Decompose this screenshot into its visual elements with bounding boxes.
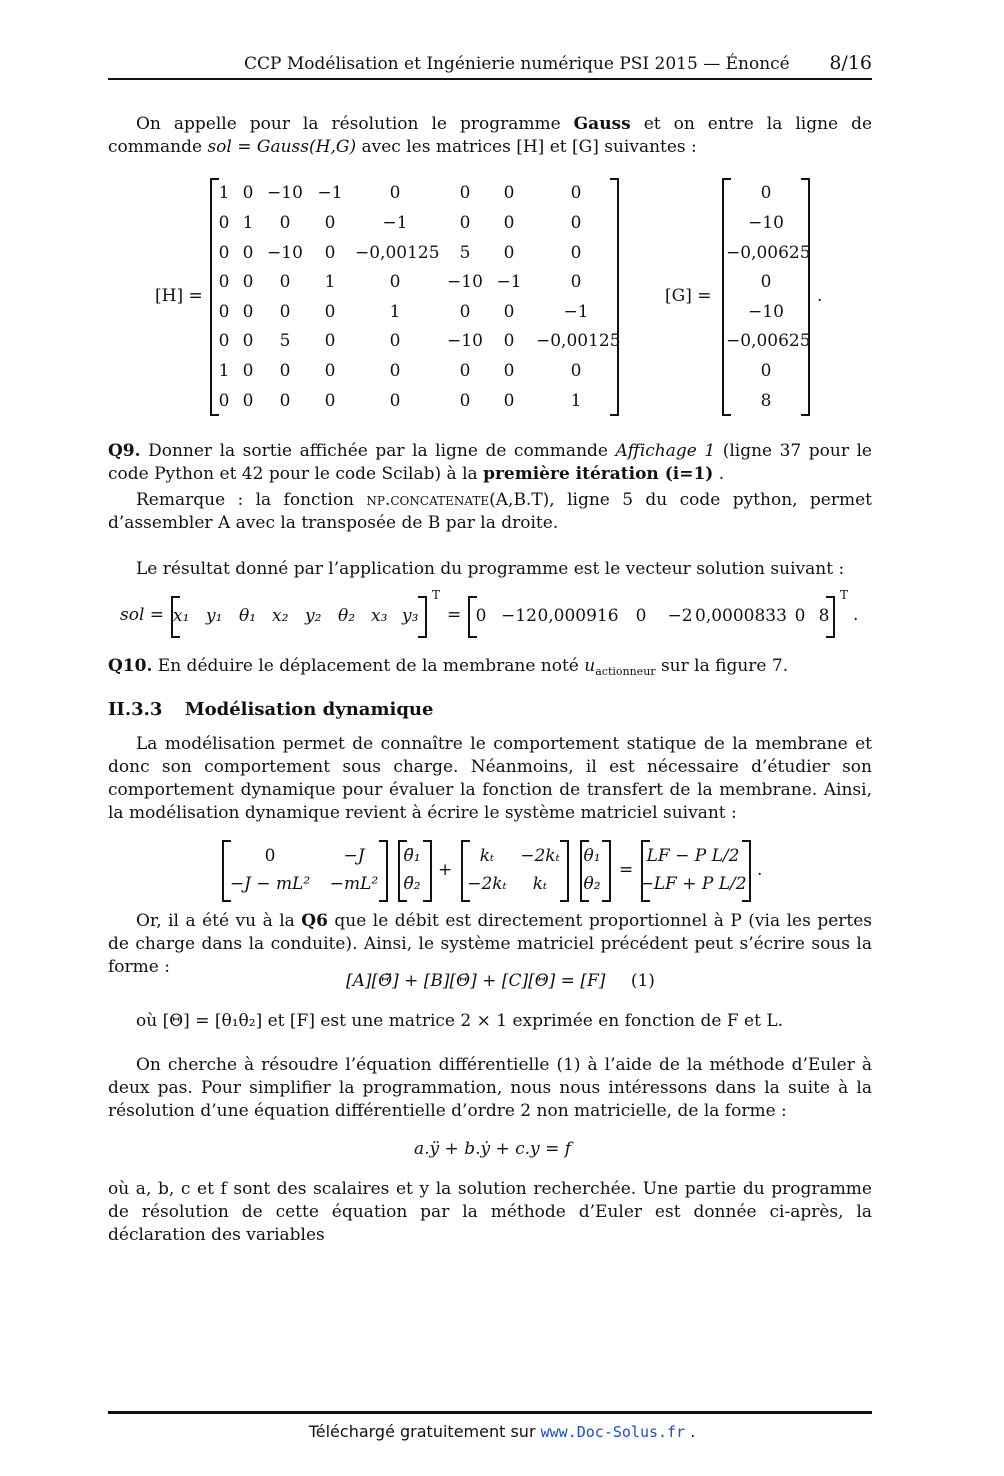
matrix-h-cell: 0 xyxy=(570,361,582,381)
matrix-h-cell: 0 xyxy=(389,183,401,203)
matrix-g-label: [G] = xyxy=(665,286,712,306)
m2-cell: −2kₜ xyxy=(520,846,560,866)
sol-value: 0 xyxy=(794,606,806,626)
matrix-h-cell: 0 xyxy=(324,243,336,263)
matrix-h-cell: −10 xyxy=(267,183,303,203)
matrix-h-cell: 1 xyxy=(324,272,336,292)
matrix-g-cell: −0,00625 xyxy=(726,243,811,263)
matrix-h-cell: 0 xyxy=(242,302,254,322)
sol-value: 0,000916 xyxy=(537,606,619,626)
matrix-h-cell: −0,00125 xyxy=(536,331,621,351)
matrix-h-cell: −10 xyxy=(447,331,483,351)
matrix-h-cell: 0 xyxy=(389,361,401,381)
dynamic-paragraph: La modélisation permet de connaître le comportement statique de la membrane et donc son comportement sous charge. Néanmoins, il est nécessaire d’étudier son comportement dynamique pour évaluer la fonction de transfert de la membrane. Ainsi, la modélisation dynamique revient à écrire le système matriciel suivant : xyxy=(108,734,872,823)
v1-cell: θ̈₁ xyxy=(403,846,421,866)
or-paragraph: Or, il a été vu à la Q6 que le débit est directement proportionnel à P (via les pertes de charge dans la conduite). Ainsi, le système matriciel précédent peut s’écrire sous la forme : xyxy=(108,911,873,977)
matrix-h-cell: 0 xyxy=(218,272,230,292)
matrix-h-cell: −1 xyxy=(382,213,408,233)
q9-paragraph: Q9. Donner la sortie affichée par la ligne de commande Affichage 1 (ligne 37 pour le code Python et 42 pour le code Scilab) à la première itération (i=1) . xyxy=(108,441,872,484)
matrix-g-cell: −10 xyxy=(748,302,784,322)
matrix-h-cell: 0 xyxy=(503,391,515,411)
matrix-h-cell: 0 xyxy=(503,213,515,233)
matrix-h-cell: 0 xyxy=(218,243,230,263)
sol-transpose-1: T xyxy=(432,588,441,602)
matrix-h-cell: 0 xyxy=(218,213,230,233)
matrix-h-cell: 0 xyxy=(242,183,254,203)
remark-paragraph: Remarque : la fonction np.concatenate(A,B.T), ligne 5 du code python, permet d’assembler A avec la transposée de B par la droite. xyxy=(108,490,873,533)
matrix-h-cell: 0 xyxy=(570,213,582,233)
dyn-end: . xyxy=(757,860,763,880)
sol-value: −2 xyxy=(667,606,693,626)
matrix-h-cell: 0 xyxy=(218,391,230,411)
result-text: Le résultat donné par l’application du programme est le vecteur solution suivant : xyxy=(136,559,845,579)
dyn-plus: + xyxy=(438,860,453,880)
v1-cell: θ̈₂ xyxy=(403,874,421,894)
matrix-h-cell: 1 xyxy=(389,302,401,322)
matrix-h-cell: 0 xyxy=(218,302,230,322)
section-number: II.3.3 xyxy=(108,699,163,720)
final-paragraph: où a, b, c et f sont des scalaires et y la solution recherchée. Une partie du programme de résolution de cette équation par la méthode d’Euler est donnée ci-après, la déclaration des variables xyxy=(108,1179,872,1245)
matrix-h-cell: 0 xyxy=(503,361,515,381)
section-heading xyxy=(108,698,872,721)
sol-var: θ₂ xyxy=(338,606,356,626)
matrix-h-cell: −10 xyxy=(267,243,303,263)
matrix-h-cell: 0 xyxy=(570,272,582,292)
header-rule xyxy=(108,78,872,80)
matrix-h-cell: 0 xyxy=(324,213,336,233)
sol-value: 0,0000833 xyxy=(695,606,787,626)
sol-end: . xyxy=(853,605,859,625)
matrix-h-cell: 0 xyxy=(459,302,471,322)
matrix-h-cell: 0 xyxy=(389,391,401,411)
q10-label: Q10. xyxy=(108,656,153,676)
matrix-g-cell: 0 xyxy=(760,361,772,381)
q10-paragraph: Q10. En déduire le déplacement de la membrane noté $u_{actionneur}$ sur la figure 7. xyxy=(108,656,789,678)
equation-1-expr: [A][Θ̈] + [B][Θ̇] + [C][Θ] = [F] xyxy=(346,971,606,991)
sol-lhs: sol = xyxy=(120,605,165,625)
rhs-cell: −LF + P L/2 xyxy=(639,874,747,894)
matrix-g-cell: −0,00625 xyxy=(726,331,811,351)
intro-paragraph: On appelle pour la résolution le programme Gauss et on entre la ligne de commande sol = Gauss(H,G) avec les matrices [H] et [G] suivantes : xyxy=(108,114,873,157)
footer-rule xyxy=(108,1411,872,1414)
matrix-g-cell: 0 xyxy=(760,183,772,203)
sol-equals: = xyxy=(447,605,462,625)
ou-line: où [Θ] = [θ₁θ₂] et [F] est une matrice 2 × 1 exprimée en fonction de F et L. xyxy=(136,1011,784,1031)
footer-link[interactable]: www.Doc-Solus.fr xyxy=(540,1423,686,1441)
matrix-g-cell: 0 xyxy=(760,272,772,292)
matrix-h-cell: 0 xyxy=(324,391,336,411)
matrix-h-cell: 0 xyxy=(570,183,582,203)
equation-2: a.ÿ + b.ẏ + c.y = f xyxy=(414,1139,572,1159)
sol-var: x₂ xyxy=(272,606,289,626)
sol-value: 0 xyxy=(635,606,647,626)
matrix-h-cell: 1 xyxy=(218,183,230,203)
m1-cell: 0 xyxy=(264,846,276,866)
matrix-h-cell: 0 xyxy=(242,331,254,351)
sol-var: y₂ xyxy=(305,606,322,626)
matrix-h-cell: 0 xyxy=(324,331,336,351)
sol-var: y₃ xyxy=(402,606,419,626)
equation-1 xyxy=(346,971,655,991)
matrix-h-cell: 0 xyxy=(279,213,291,233)
matrix-h-cell: 0 xyxy=(242,272,254,292)
matrix-h-cell: 0 xyxy=(503,183,515,203)
matrix-h-cell: 0 xyxy=(503,302,515,322)
m2-cell: −2kₜ xyxy=(467,874,507,894)
matrix-h-cell: 5 xyxy=(459,243,471,263)
sol-value: 8 xyxy=(818,606,830,626)
m1-cell: −J xyxy=(343,846,365,866)
rhs-cell: LF − P L/2 xyxy=(646,846,740,866)
matrix-h-cell: 0 xyxy=(389,272,401,292)
matrix-h-cell: 1 xyxy=(242,213,254,233)
sol-value: −12 xyxy=(501,606,537,626)
sol-vars-right-bracket xyxy=(418,596,427,638)
page-number: 8/16 xyxy=(829,52,872,74)
matrix-h-cell: 0 xyxy=(279,272,291,292)
matrix-h-cell: −1 xyxy=(563,302,589,322)
matrix-h-cell: 0 xyxy=(570,243,582,263)
matrix-h-cell: 0 xyxy=(459,183,471,203)
matrix-h-label: [H] = xyxy=(155,286,203,306)
m1-cell: −J − mL² xyxy=(229,874,311,894)
matrix-h-cell: 0 xyxy=(324,361,336,381)
sol-value: 0 xyxy=(475,606,487,626)
matrix-h-cell: 0 xyxy=(242,361,254,381)
matrix-h-cell: 5 xyxy=(279,331,291,351)
matrix-h-cell: 0 xyxy=(242,243,254,263)
page-footer: Téléchargé gratuitement sur www.Doc-Solus.fr . xyxy=(308,1422,696,1441)
matrix-h-cell: 0 xyxy=(279,391,291,411)
v2-cell: θ₁ xyxy=(583,846,601,866)
matrix-h-cell: −10 xyxy=(447,272,483,292)
section-title: Modélisation dynamique xyxy=(184,699,434,720)
matrix-g-cell: −10 xyxy=(748,213,784,233)
m2-cell: kₜ xyxy=(532,874,548,894)
sol-var: θ₁ xyxy=(239,606,257,626)
matrix-h-cell: 0 xyxy=(279,361,291,381)
matrix-g-end: . xyxy=(817,286,823,306)
sol-var: y₁ xyxy=(206,606,223,626)
matrix-h-cell: 0 xyxy=(389,331,401,351)
matrix-h-cell: 0 xyxy=(503,243,515,263)
matrix-h-cell: 0 xyxy=(503,331,515,351)
matrix-h-cell: 1 xyxy=(570,391,582,411)
euler-paragraph: On cherche à résoudre l’équation différentielle (1) à l’aide de la méthode d’Euler à deux pas. Pour simplifier la programmation, nous nous intéressons dans la suite à la résolution d’une équation différentielle d’ordre 2 non matricielle, de la forme : xyxy=(108,1055,872,1121)
matrix-h-cell: −0,00125 xyxy=(355,243,440,263)
equation-1-number: (1) xyxy=(630,971,655,991)
m1-cell: −mL² xyxy=(329,874,379,894)
matrix-h-cell: 0 xyxy=(459,213,471,233)
matrix-h-cell: 0 xyxy=(242,391,254,411)
matrix-g-cell: 8 xyxy=(760,391,772,411)
header-title: CCP Modélisation et Ingénierie numérique PSI 2015 — Énoncé xyxy=(244,54,790,74)
sol-var: x₃ xyxy=(371,606,388,626)
matrix-h-cell: 0 xyxy=(279,302,291,322)
matrix-h-cell: 1 xyxy=(218,361,230,381)
matrix-h-cell: 0 xyxy=(324,302,336,322)
matrix-h-cell: 0 xyxy=(459,391,471,411)
footer-text: Téléchargé gratuitement sur xyxy=(308,1422,536,1441)
matrix-h-cell: 0 xyxy=(218,331,230,351)
sol-var: x₁ xyxy=(173,606,190,626)
sol-transpose-2: T xyxy=(840,588,849,602)
matrix-h-cell: −1 xyxy=(317,183,343,203)
matrix-h-cell: −1 xyxy=(496,272,522,292)
dyn-equals: = xyxy=(619,860,634,880)
matrix-h-cell: 0 xyxy=(459,361,471,381)
q9-label: Q9. xyxy=(108,441,141,461)
v2-cell: θ₂ xyxy=(583,874,601,894)
m2-cell: kₜ xyxy=(479,846,495,866)
page-header xyxy=(108,54,872,78)
